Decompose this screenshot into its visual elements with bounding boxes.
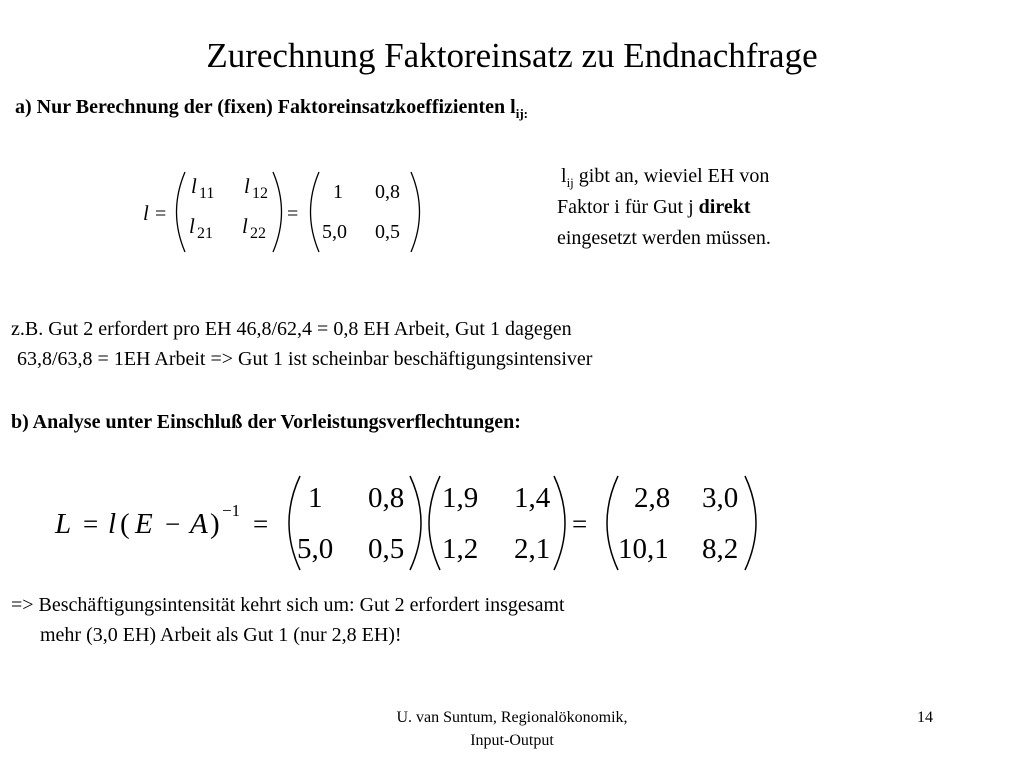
explanation-var-sub: ij [566, 175, 574, 190]
explanation-line-2-bold: direkt [698, 196, 751, 218]
section-a-heading [15, 96, 528, 122]
eq-A: A [190, 508, 208, 540]
explanation-line-3: eingesetzt werden müssen. [557, 227, 771, 249]
matrix-l-eq: = [155, 203, 167, 225]
matrix-l-equation [135, 165, 435, 260]
matrix-l-sub-21: 21 [197, 225, 213, 242]
m3-21: 10,1 [618, 533, 669, 565]
matrix-l-sym-21: l [189, 214, 195, 238]
eq-E: E [135, 508, 153, 540]
m3-right-paren [745, 476, 756, 570]
matrix-values-left-paren [311, 172, 320, 252]
m1-21: 5,0 [297, 533, 334, 565]
matrix-l-eq2: = [287, 203, 299, 225]
m1-12: 0,8 [368, 482, 405, 514]
section-b-heading: b) Analyse unter Einschluß der Vorleistungsverflechtungen: [11, 411, 521, 433]
m2-left-paren [429, 476, 440, 570]
eq-exponent: −1 [222, 501, 241, 520]
matrix-l-left-paren [177, 172, 186, 252]
footer-line-1: U. van Suntum, Regionalökonomik, [396, 709, 628, 726]
eq-equals-2: = [253, 509, 269, 539]
m2-21: 1,2 [442, 533, 479, 565]
m3-12: 3,0 [702, 482, 739, 514]
matrix-l-sym-22: l [242, 214, 248, 238]
explanation-line-2 [557, 196, 751, 219]
m1-22: 0,5 [368, 533, 405, 565]
eq-minus: − [165, 509, 181, 539]
explanation-line-2-pre: Faktor i für Gut j [557, 196, 699, 218]
conclusion-line-1: => Beschäftigungsintensität kehrt sich um: Gut 2 erfordert insgesamt [11, 594, 565, 616]
example-line-1: z.B. Gut 2 erfordert pro EH 46,8/62,4 = 0,8 EH Arbeit, Gut 1 dagegen [11, 318, 572, 340]
example-line-2: 63,8/63,8 = 1EH Arbeit => Gut 1 ist scheinbar beschäftigungsintensiver [17, 348, 593, 370]
eq-equals-3: = [572, 509, 588, 539]
matrix-l-sub-22: 22 [250, 225, 266, 242]
matrix-values-right-paren [411, 172, 420, 252]
eq-equals-1: = [83, 509, 99, 539]
m2-12: 1,4 [514, 482, 551, 514]
section-a-heading-sub: ij: [515, 106, 528, 121]
m3-11: 2,8 [634, 482, 671, 514]
section-a-heading-text: a) Nur Berechnung der (fixen) Faktoreinsatzkoeffizienten l [15, 96, 516, 118]
matrix-value-22: 0,5 [375, 221, 400, 243]
matrix-value-11: 1 [333, 181, 343, 203]
conclusion-line-2: mehr (3,0 EH) Arbeit als Gut 1 (nur 2,8 EH)! [40, 624, 402, 646]
big-equation [50, 470, 780, 580]
m3-left-paren [607, 476, 618, 570]
explanation-var: l [561, 165, 567, 187]
eq-lparen: ( [120, 508, 130, 540]
slide-title: Zurechnung Faktoreinsatz zu Endnachfrage [206, 36, 818, 75]
matrix-l-sym-12: l [244, 174, 250, 198]
matrix-value-21: 5,0 [322, 221, 347, 243]
eq-l: l [108, 508, 117, 540]
footer-line-2: Input-Output [470, 732, 554, 749]
m2-22: 2,1 [514, 533, 551, 565]
matrix-l-sub-11: 11 [199, 185, 215, 202]
eq-rparen: ) [210, 508, 220, 540]
explanation-line-1-rest: gibt an, wieviel EH von [573, 165, 770, 187]
matrix-l-right-paren [273, 172, 282, 252]
matrix-l-sym-11: l [191, 174, 197, 198]
matrix-l-lhs: l [143, 201, 149, 225]
m2-11: 1,9 [442, 482, 479, 514]
eq-L: L [55, 508, 72, 540]
matrix-value-12: 0,8 [375, 181, 400, 203]
m2-right-paren [554, 476, 565, 570]
explanation-line-1 [561, 165, 769, 191]
m1-11: 1 [308, 482, 323, 514]
page-number: 14 [917, 709, 933, 726]
matrix-l-sub-12: 12 [252, 185, 268, 202]
m3-22: 8,2 [702, 533, 739, 565]
m1-right-paren [410, 476, 421, 570]
